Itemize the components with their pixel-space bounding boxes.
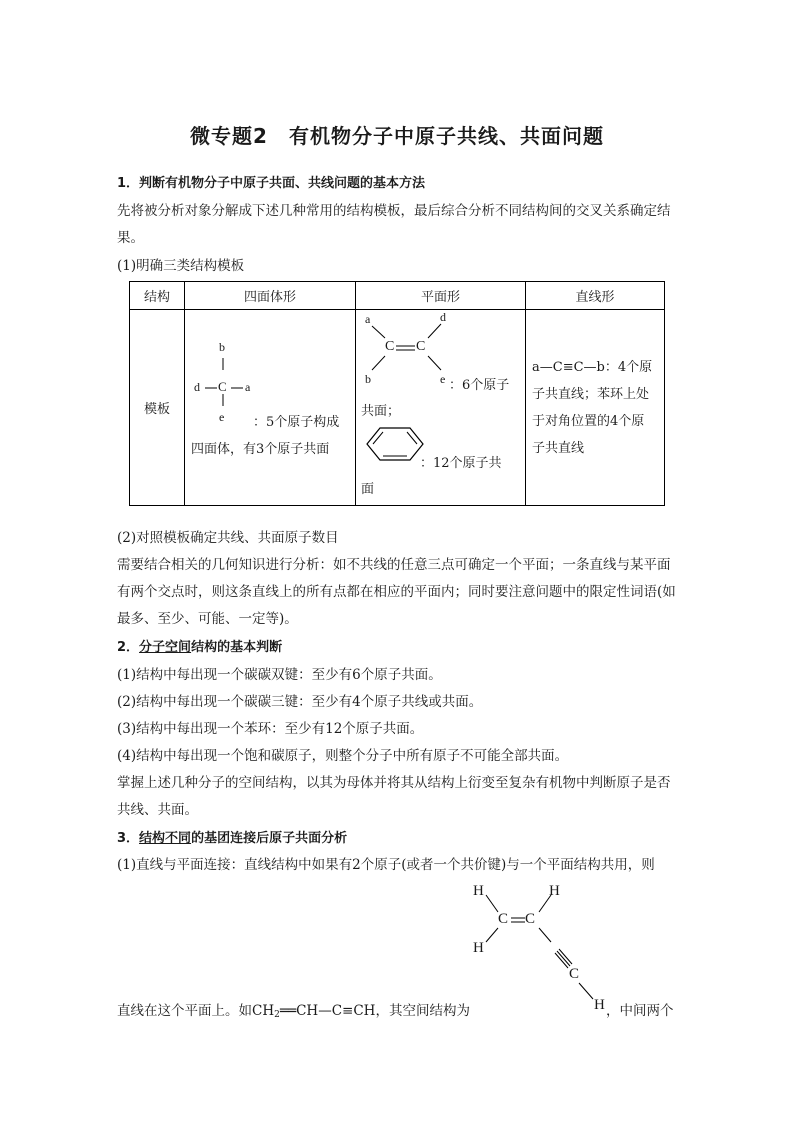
section2-item-1: (1)结构中每出现一个碳碳双键：至少有6个原子共面。 [117, 667, 442, 683]
tetrahedral-cell [185, 310, 356, 506]
atom-e-label: e [219, 410, 225, 424]
section2-heading-underlined: 分子空间 [139, 640, 192, 655]
section2-summary: 掌握上述几种分子的空间结构，以其为母体并将其从结构上衍变至复杂有机物中判断原子是否共线、共面。 [117, 775, 671, 818]
mol-atom-c2: C [525, 911, 536, 927]
section3-line-2-suffix: ══CH—C≡CH，其空间结构为 [279, 1003, 470, 1019]
linear-text-4: 子共直线 [532, 440, 585, 456]
ethene-atom-c1: C [385, 339, 395, 354]
section1-sub1: (1)明确三类结构模板 [117, 258, 245, 274]
section2-heading-suffix: 结构的基本判断 [191, 640, 283, 655]
linear-text-1: a—C≡C—b：4个原 [532, 359, 653, 375]
section1-heading: 1．判断有机物分子中原子共面、共线问题的基本方法 [117, 176, 426, 191]
tetrahedral-structure-diagram [185, 310, 355, 505]
ethene-atom-c2: C [416, 339, 426, 354]
section3-line-2-prefix: 直线在这个平面上。如CH [117, 1003, 275, 1019]
section3-heading-prefix: 3． [117, 831, 140, 846]
section1-sub2: (2)对照模板确定共线、共面原子数目 [117, 530, 339, 546]
table-header-tetrahedral: 四面体形 [185, 282, 356, 310]
ethene-atom-d: d [440, 310, 446, 324]
section2-item-3: (3)结构中每出现一个苯环：至少有12个原子共面。 [117, 721, 424, 737]
benzene-text-1: ：12个原子共 [420, 456, 502, 471]
table-header-structure: 结构 [130, 282, 185, 310]
linear-text-3: 于对角位置的4个原 [532, 413, 645, 429]
table-header-linear: 直线形 [526, 282, 665, 310]
linear-cell [526, 310, 665, 506]
atom-d-label: d [194, 380, 200, 394]
ethene-text-2: 共面； [361, 404, 401, 419]
section1b-text: 需要结合相关的几何知识进行分析：如不共线的任意三点可确定一个平面；一条直线与某平面有两个交点时，则这条直线上的所有点都在相应的平面内；同时要注意问题中的限定性词语(如最多、至少、可能、一定等)。 [117, 557, 676, 627]
page-title: 微专题2 有机物分子中原子共线、共面问题 [190, 124, 604, 148]
structure-template-table [129, 281, 665, 506]
mol-atom-h2: H [549, 883, 560, 899]
ethene-atom-b: b [365, 372, 371, 386]
ethene-atom-a: a [365, 312, 371, 326]
benzene-text-2: 面 [361, 482, 375, 497]
section1-intro: 先将被分析对象分解成下述几种常用的结构模板，最后综合分析不同结构间的交叉关系确定结果。 [117, 203, 671, 246]
section2-item-4: (4)结构中每出现一个饱和碳原子，则整个分子中所有原子不可能全部共面。 [117, 748, 569, 764]
ethene-atom-e: e [440, 372, 446, 386]
tetrahedral-text-2: 四面体，有3个原子共面 [191, 442, 330, 457]
ethene-text-1: ：6个原子 [449, 378, 510, 393]
benzene-ring-diagram [364, 425, 426, 463]
atom-a-label: a [245, 380, 251, 394]
linear-text-2: 子共直线；苯环上处 [532, 386, 650, 402]
mol-atom-c1: C [498, 911, 509, 927]
section2-heading-prefix: 2． [117, 640, 140, 655]
mol-atom-c3: C [569, 966, 580, 982]
section3-line-2 [117, 998, 679, 1029]
section3-line-1: (1)直线与平面连接：直线结构中如果有2个原子(或者一个共价键)与一个平面结构共用，则 [117, 857, 655, 873]
planar-cell [356, 310, 526, 506]
mol-atom-h4: H [594, 997, 605, 1013]
table-header-planar: 平面形 [356, 282, 526, 310]
section3-heading-underlined: 结构不同 [139, 831, 192, 846]
section3-heading [117, 825, 679, 852]
section2-heading [117, 634, 679, 661]
section3-heading-suffix: 的基团连接后原子共面分析 [191, 831, 348, 846]
atom-b-label: b [219, 340, 225, 354]
section3-line-2-subscript: 2 [274, 1010, 280, 1020]
mol-atom-h1: H [473, 883, 484, 899]
table-row-label: 模板 [130, 310, 185, 506]
tetrahedral-text-1: ：5个原子构成 [253, 415, 340, 430]
atom-c-label: C [218, 379, 227, 394]
mol-atom-h3: H [473, 940, 484, 956]
section3-line-2-tail: ，中间两个 [606, 1003, 674, 1019]
section2-item-2: (2)结构中每出现一个碳碳三键：至少有4个原子共线或共面。 [117, 694, 483, 710]
